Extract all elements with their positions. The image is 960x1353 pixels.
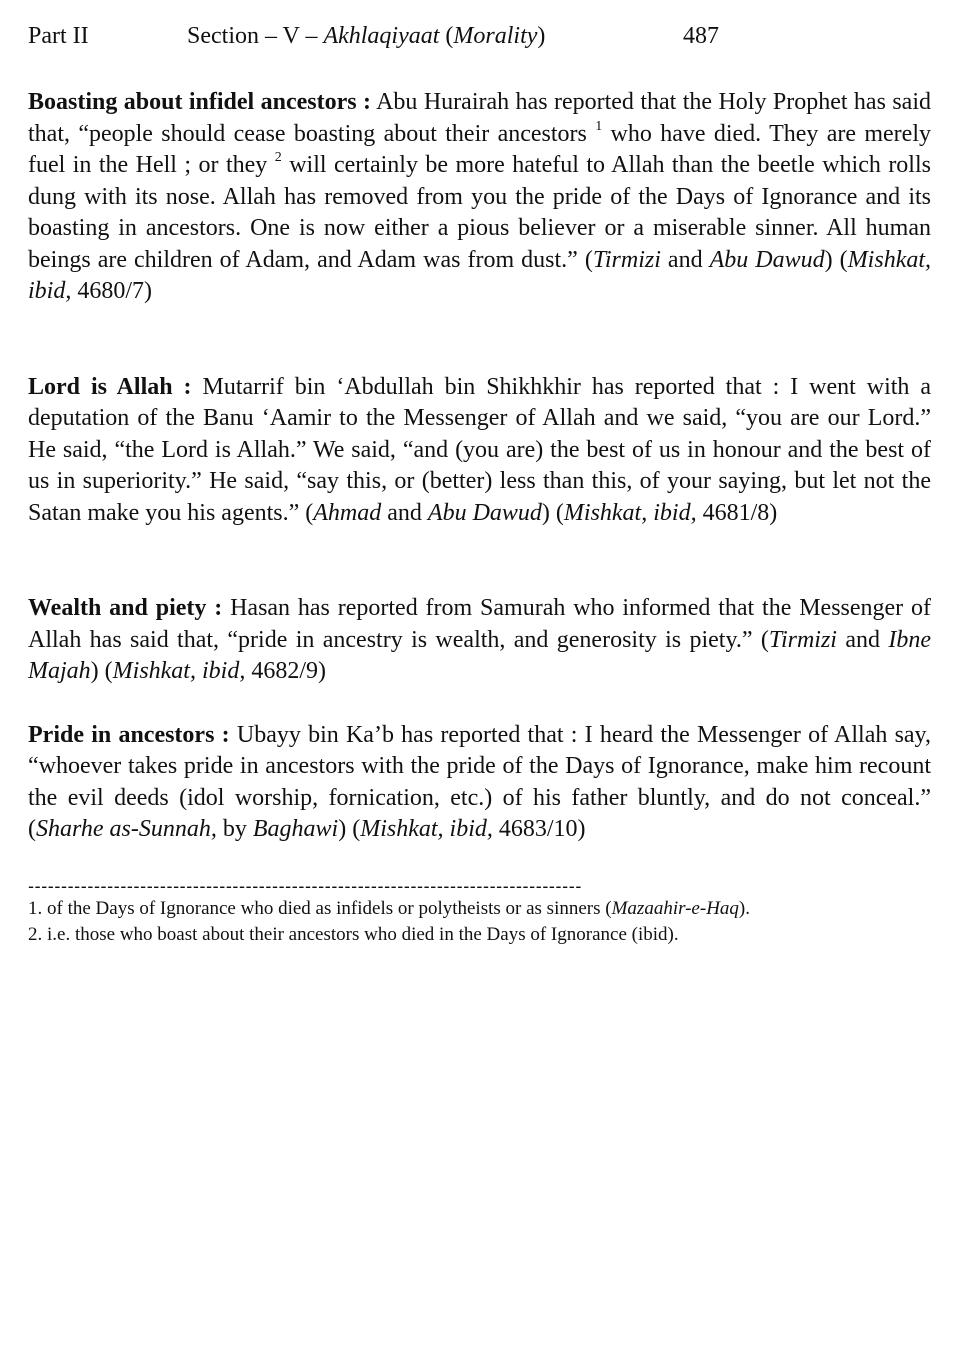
- paragraph-title: Boasting about infidel ancestors :: [28, 89, 372, 115]
- paragraph-boasting-about-infidel-ancestors: Boasting about infidel ancestors : Abu Hurairah has reported that the Holy Prophet has said that, “people should cease boasting about their ancestors $^1$ who have died. They are merely fuel in the Hell ; or they $^2$ will certainly be more hateful to Allah than the beetle which rolls dung with its nose. Allah has removed from you the pride of the Days of Ignorance and its boasting in ancestors. One is now either a pious believer or a miserable sinner. All human beings are children of Adam, and Adam was from dust.” (Tirmizi and Abu Dawud) (Mishkat, ibid, 4680/7): [28, 89, 932, 304]
- document-page: [28, 18, 931, 948]
- paragraph-title: Lord is Allah :: [28, 373, 192, 400]
- page-number: 487: [683, 23, 719, 49]
- paragraph-pride-in-ancestors: Pride in ancestors : Ubayy bin Ka’b has reported that : I heard the Messenger of Allah say, “whoever takes pride in ancestors with the pride of the Days of Ignorance, make him recount the evil deeds (idol worship, fornication, etc.) of his father bluntly, and do not conceal.” (Sharhe as-Sunnah, by Baghawi) (Mishkat, ibid, 4683/10): [28, 721, 932, 842]
- footnote-ref-2: 2: [274, 150, 282, 165]
- section-label: Section – V – Akhlaqiyaat (Morality): [187, 23, 546, 49]
- footnote-1: 1. of the Days of Ignorance who died as infidels or polytheists or as sinners (Mazaahir-e-Haq).: [28, 897, 750, 919]
- paragraph-title: Wealth and piety :: [28, 595, 223, 621]
- paragraph-title: Pride in ancestors :: [28, 721, 230, 748]
- footnote-ref-1: 1: [595, 118, 603, 134]
- part-label: Part II: [28, 23, 89, 49]
- footnote-separator: ------------------------------------------------------------------------------------: [28, 875, 582, 896]
- page-header: [28, 18, 931, 58]
- paragraph-lord-is-allah: Lord is Allah : Mutarrif bin ‘Abdullah bin Shikhkhir has reported that : I went with a deputation of the Banu ‘Aamir to the Messenger of Allah and we said, “you are our Lord.” He said, “the Lord is Allah.” We said, “and (you are) the best of us in honour and the best of us in superiority.” He said, “say this, or (better) less than this, of your saying, but let not the Satan make you his agents.” (Ahmad and Abu Dawud) (Mishkat, ibid, 4681/8): [28, 373, 931, 526]
- footnote-2: 2. i.e. those who boast about their ancestors who died in the Days of Ignorance (ibid).: [28, 923, 679, 945]
- paragraph-wealth-and-piety: Wealth and piety : Hasan has reported from Samurah who informed that the Messenger of Allah has said that, “pride in ancestry is wealth, and generosity is piety.” (Tirmizi and Ibne Majah) (Mishkat, ibid, 4682/9): [28, 595, 932, 684]
